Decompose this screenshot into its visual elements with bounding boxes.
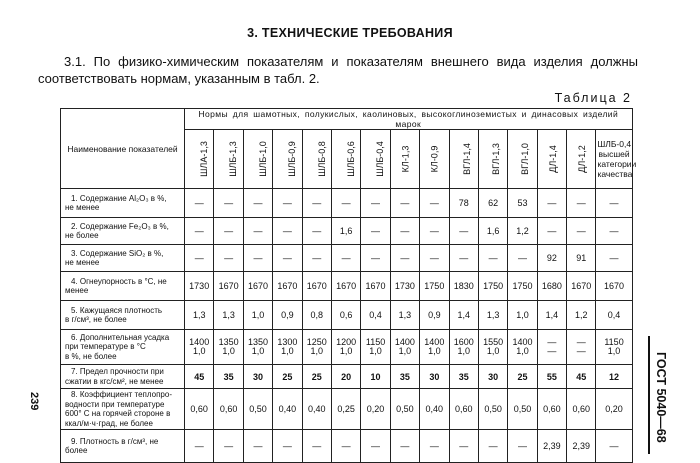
table-row: [61, 189, 633, 218]
value-cell: —: [185, 218, 214, 245]
value-cell: —: [361, 430, 390, 463]
indicator-name: 8. Коэффициент теплопро- водности при температуре 600° С на горячей стороне в ккал/м·ч·град, не более: [61, 389, 185, 430]
mark-header: КЛ-1,3: [390, 130, 419, 189]
value-cell: —: [214, 218, 243, 245]
value-cell: —: [361, 189, 390, 218]
value-cell: —: [390, 430, 419, 463]
value-cell: —: [302, 245, 331, 272]
value-cell: —: [508, 430, 537, 463]
value-cell: —: [537, 218, 566, 245]
value-cell: 1,0: [508, 301, 537, 330]
indicator-name: 9. Плотность в г/см³, не более: [61, 430, 185, 463]
value-cell: —: [567, 218, 596, 245]
indicator-name: 7. Предел прочности при сжатии в кгс/см², не менее: [61, 365, 185, 389]
value-cell: 0,50: [243, 389, 272, 430]
requirement-paragraph: 3.1. По физико-химическим показателям и показателям внешнего вида изделия должны соответствовать нормам, указанным в табл. 2.: [38, 54, 638, 86]
mark-header: ДЛ-1,2: [567, 130, 596, 189]
value-cell: —: [420, 189, 449, 218]
value-cell: 35: [390, 365, 419, 389]
table-row: [61, 245, 633, 272]
table-row: [61, 272, 633, 301]
value-cell: —: [596, 189, 632, 218]
value-cell: — —: [567, 330, 596, 365]
value-cell: 1150 1,0: [361, 330, 390, 365]
mark-header: ШЛБ-0,9: [273, 130, 302, 189]
value-cell: —: [214, 245, 243, 272]
value-cell: —: [243, 218, 272, 245]
value-cell: 53: [508, 189, 537, 218]
value-cell: —: [273, 245, 302, 272]
value-cell: —: [331, 245, 360, 272]
mark-header-premium: ШЛБ-0,4 высшей категории качества: [596, 130, 632, 189]
value-cell: 0,60: [214, 389, 243, 430]
indicator-name: 6. Дополнительная усадка при температуре в °С в %, не более: [61, 330, 185, 365]
value-cell: 1350 1,0: [214, 330, 243, 365]
table-row: [61, 301, 633, 330]
mark-header: ВГЛ-1,4: [449, 130, 478, 189]
indicator-name: 4. Огнеупорность в °С, не менее: [61, 272, 185, 301]
value-cell: —: [331, 430, 360, 463]
table-row: [61, 430, 633, 463]
value-cell: 1670: [361, 272, 390, 301]
value-cell: 1150 1,0: [596, 330, 632, 365]
value-cell: 1750: [420, 272, 449, 301]
value-cell: 20: [331, 365, 360, 389]
value-cell: 1,4: [537, 301, 566, 330]
value-cell: —: [273, 189, 302, 218]
value-cell: 1670: [596, 272, 632, 301]
value-cell: —: [185, 189, 214, 218]
indicator-name: 1. Содержание Al₂O₃ в %, не менее: [61, 189, 185, 218]
value-cell: 1,3: [390, 301, 419, 330]
value-cell: —: [449, 245, 478, 272]
value-cell: —: [361, 245, 390, 272]
value-cell: —: [420, 430, 449, 463]
value-cell: 2,39: [537, 430, 566, 463]
mark-header: ШЛБ-1,3: [214, 130, 243, 189]
value-cell: —: [390, 218, 419, 245]
value-cell: 10: [361, 365, 390, 389]
value-cell: —: [508, 245, 537, 272]
value-cell: 12: [596, 365, 632, 389]
value-cell: 1400 1,0: [185, 330, 214, 365]
table-row: [61, 389, 633, 430]
value-cell: 1680: [537, 272, 566, 301]
value-cell: —: [596, 245, 632, 272]
table-row: [61, 218, 633, 245]
value-cell: 1670: [214, 272, 243, 301]
value-cell: 0,50: [478, 389, 507, 430]
value-cell: 2,39: [567, 430, 596, 463]
value-cell: —: [243, 189, 272, 218]
value-cell: 1200 1,0: [331, 330, 360, 365]
value-cell: 1250 1,0: [302, 330, 331, 365]
value-cell: 1,6: [331, 218, 360, 245]
value-cell: —: [567, 189, 596, 218]
value-cell: 0,20: [361, 389, 390, 430]
value-cell: 1670: [302, 272, 331, 301]
value-cell: 1750: [478, 272, 507, 301]
norms-group-header: Нормы для шамотных, полукислых, каолиновых, высокоглиноземистых и динасовых изделий марок: [185, 109, 633, 130]
value-cell: 0,60: [537, 389, 566, 430]
value-cell: 30: [243, 365, 272, 389]
mark-header: ШЛБ-0,4: [361, 130, 390, 189]
value-cell: —: [214, 430, 243, 463]
value-cell: 78: [449, 189, 478, 218]
table-row: [61, 330, 633, 365]
value-cell: —: [302, 218, 331, 245]
value-cell: 45: [185, 365, 214, 389]
value-cell: —: [420, 218, 449, 245]
mark-header: ДЛ-1,4: [537, 130, 566, 189]
value-cell: 30: [420, 365, 449, 389]
value-cell: 25: [508, 365, 537, 389]
value-cell: —: [449, 218, 478, 245]
value-cell: 0,60: [185, 389, 214, 430]
value-cell: —: [243, 245, 272, 272]
value-cell: —: [390, 189, 419, 218]
value-cell: 0,4: [596, 301, 632, 330]
value-cell: —: [302, 430, 331, 463]
value-cell: 25: [302, 365, 331, 389]
value-cell: 1,3: [478, 301, 507, 330]
value-cell: 45: [567, 365, 596, 389]
side-divider: [648, 336, 650, 454]
value-cell: 1,3: [185, 301, 214, 330]
value-cell: —: [449, 430, 478, 463]
value-cell: —: [214, 189, 243, 218]
table-row: [61, 365, 633, 389]
value-cell: 1300 1,0: [273, 330, 302, 365]
page-number: 239: [28, 392, 40, 411]
indicator-name: 5. Кажущаяся плотность в г/см³, не более: [61, 301, 185, 330]
value-cell: 1830: [449, 272, 478, 301]
value-cell: 1,0: [243, 301, 272, 330]
value-cell: 1,2: [508, 218, 537, 245]
value-cell: —: [302, 189, 331, 218]
value-cell: 0,50: [508, 389, 537, 430]
value-cell: 1670: [273, 272, 302, 301]
value-cell: 25: [273, 365, 302, 389]
value-cell: 1550 1,0: [478, 330, 507, 365]
value-cell: 30: [478, 365, 507, 389]
value-cell: —: [243, 430, 272, 463]
value-cell: 1,6: [478, 218, 507, 245]
value-cell: —: [390, 245, 419, 272]
value-cell: —: [185, 245, 214, 272]
value-cell: 0,8: [302, 301, 331, 330]
value-cell: —: [331, 189, 360, 218]
value-cell: 35: [214, 365, 243, 389]
value-cell: 0,6: [331, 301, 360, 330]
name-column-header: Наименование показателей: [61, 109, 185, 189]
mark-header: ШЛБ-0,8: [302, 130, 331, 189]
value-cell: 0,40: [273, 389, 302, 430]
indicator-name: 2. Содержание Fe₂O₃ в %, не более: [61, 218, 185, 245]
value-cell: 0,25: [331, 389, 360, 430]
indicator-name: 3. Содержание SiO₂ в %, не менее: [61, 245, 185, 272]
value-cell: —: [420, 245, 449, 272]
value-cell: 1670: [243, 272, 272, 301]
table-label: Таблица 2: [554, 91, 632, 105]
value-cell: 1730: [390, 272, 419, 301]
value-cell: 62: [478, 189, 507, 218]
value-cell: 0,9: [273, 301, 302, 330]
mark-header: ШЛБ-0,6: [331, 130, 360, 189]
value-cell: —: [478, 430, 507, 463]
section-heading: 3. ТЕХНИЧЕСКИЕ ТРЕБОВАНИЯ: [247, 26, 453, 40]
value-cell: —: [478, 245, 507, 272]
value-cell: 1,2: [567, 301, 596, 330]
mark-header: ШЛА-1,3: [185, 130, 214, 189]
value-cell: 1600 1,0: [449, 330, 478, 365]
value-cell: —: [596, 218, 632, 245]
value-cell: 0,20: [596, 389, 632, 430]
mark-header: КЛ-0,9: [420, 130, 449, 189]
value-cell: 1730: [185, 272, 214, 301]
value-cell: 1,3: [214, 301, 243, 330]
mark-header: ВГЛ-1,3: [478, 130, 507, 189]
value-cell: 91: [567, 245, 596, 272]
value-cell: —: [596, 430, 632, 463]
value-cell: 1400 1,0: [390, 330, 419, 365]
value-cell: 1350 1,0: [243, 330, 272, 365]
value-cell: 1670: [567, 272, 596, 301]
value-cell: —: [361, 218, 390, 245]
value-cell: 92: [537, 245, 566, 272]
norms-table: [60, 108, 637, 463]
value-cell: 1400 1,0: [420, 330, 449, 365]
value-cell: 1,4: [449, 301, 478, 330]
value-cell: —: [537, 189, 566, 218]
gost-side-label: ГОСТ 5040—68: [654, 352, 668, 443]
value-cell: 0,40: [420, 389, 449, 430]
mark-header: ШЛБ-1,0: [243, 130, 272, 189]
value-cell: 55: [537, 365, 566, 389]
value-cell: 0,4: [361, 301, 390, 330]
mark-header: ВГЛ-1,0: [508, 130, 537, 189]
value-cell: 1400 1,0: [508, 330, 537, 365]
value-cell: —: [273, 430, 302, 463]
value-cell: 0,40: [302, 389, 331, 430]
value-cell: 1670: [331, 272, 360, 301]
value-cell: 35: [449, 365, 478, 389]
value-cell: 0,9: [420, 301, 449, 330]
value-cell: 1750: [508, 272, 537, 301]
value-cell: 0,60: [567, 389, 596, 430]
value-cell: — —: [537, 330, 566, 365]
value-cell: 0,60: [449, 389, 478, 430]
value-cell: —: [273, 218, 302, 245]
value-cell: 0,50: [390, 389, 419, 430]
value-cell: —: [185, 430, 214, 463]
